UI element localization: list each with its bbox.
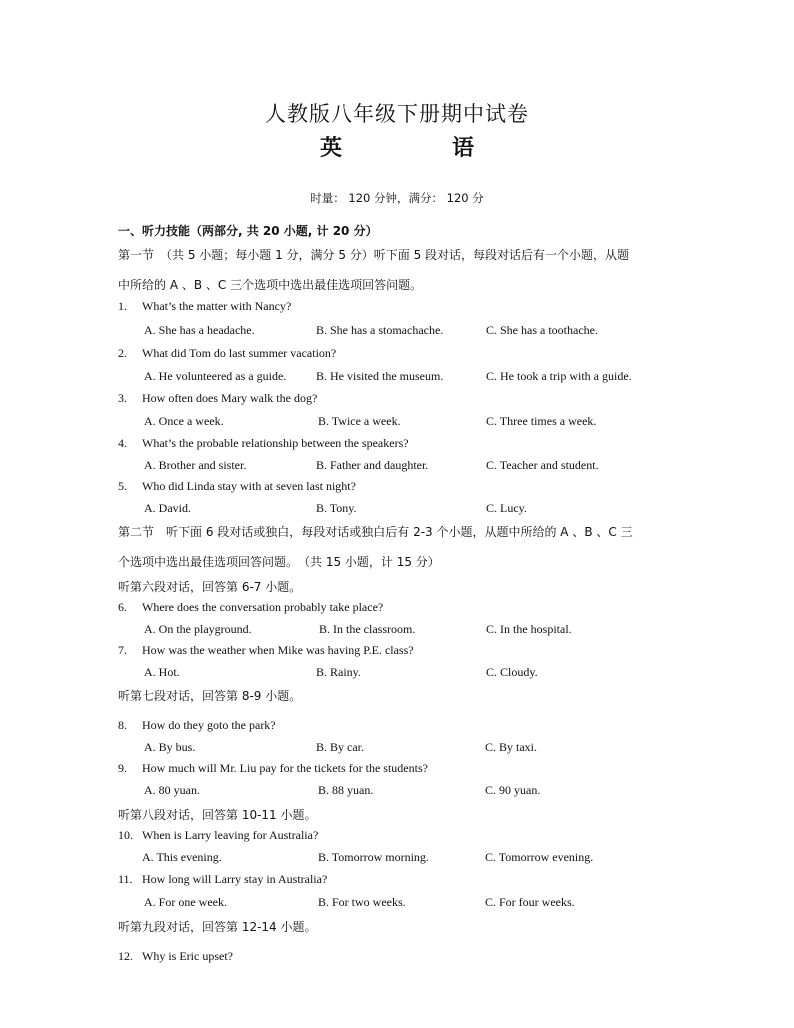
question-text: What’s the matter with Nancy? — [142, 299, 292, 313]
question-3 — [118, 391, 317, 406]
option-a: A. This evening. — [142, 850, 222, 864]
question-number: 12. — [118, 949, 133, 963]
question-number: 2. — [118, 346, 127, 360]
option-a: A. Once a week. — [144, 414, 224, 428]
option-c: C. She has a toothache. — [486, 323, 598, 337]
option-a: A. On the playground. — [144, 622, 252, 636]
section1-instruction-2: 中所给的 A 、B 、C 三个选项中选出最佳选项回答问题。 — [118, 278, 423, 292]
question-12 — [118, 949, 233, 964]
option-b: B. By car. — [316, 740, 364, 754]
exam-title: 人教版八年级下册期中试卷 — [265, 102, 529, 126]
option-b: B. 88 yuan. — [318, 783, 374, 797]
question-10 — [118, 828, 318, 843]
option-c: C. Cloudy. — [486, 665, 538, 679]
question-number: 10. — [118, 828, 133, 842]
option-a: A. She has a headache. — [144, 323, 255, 337]
option-c: C. Three times a week. — [486, 414, 597, 428]
question-text: What’s the probable relationship between the speakers? — [142, 436, 409, 450]
dialog-9-note: 听第九段对话，回答第 12-14 小题。 — [118, 920, 317, 934]
question-7 — [118, 643, 414, 658]
question-number: 6. — [118, 600, 127, 614]
question-9 — [118, 761, 428, 776]
option-c: C. 90 yuan. — [485, 783, 541, 797]
question-text: How often does Mary walk the dog? — [142, 391, 318, 405]
question-text: How was the weather when Mike was having P.E. class? — [142, 643, 414, 657]
section2-instruction-2: 个选项中选出最佳选项回答问题。 （共 15 小题，计 15 分） — [118, 555, 440, 569]
option-a: A. He volunteered as a guide. — [144, 369, 287, 383]
question-4 — [118, 436, 409, 451]
option-b: B. In the classroom. — [319, 622, 416, 636]
option-a: A. Brother and sister. — [144, 458, 247, 472]
option-c: C. By taxi. — [485, 740, 538, 754]
question-11 — [118, 872, 327, 887]
question-8 — [118, 718, 276, 733]
subject-title: 英 语 — [319, 135, 518, 161]
dialog-7-note: 听第七段对话，回答第 8-9 小题。 — [118, 689, 302, 703]
option-b: B. Father and daughter. — [316, 458, 429, 472]
question-number: 7. — [118, 643, 127, 657]
question-number: 8. — [118, 718, 127, 732]
exam-meta: 时量： 120 分钟，满分： 120 分 — [310, 191, 484, 205]
question-text: How long will Larry stay in Australia? — [142, 872, 328, 886]
question-text: Who did Linda stay with at seven last night? — [142, 479, 356, 493]
option-a: A. David. — [144, 501, 191, 515]
question-text: When is Larry leaving for Australia? — [142, 828, 319, 842]
option-b: B. For two weeks. — [318, 895, 406, 909]
section1-instruction-1: 第一节 （共 5 小题；每小题 1 分，满分 5 分）听下面 5 段对话，每段对话后有一个小题，从题 — [118, 248, 630, 262]
option-b: B. She has a stomachache. — [316, 323, 444, 337]
option-c: C. In the hospital. — [486, 622, 572, 636]
question-text: How much will Mr. Liu pay for the tickets for the students? — [142, 761, 428, 775]
question-6 — [118, 600, 383, 615]
question-number: 9. — [118, 761, 127, 775]
question-text: What did Tom do last summer vacation? — [142, 346, 337, 360]
question-2 — [118, 346, 336, 361]
section2-instruction-1: 第二节 听下面 6 段对话或独白，每段对话或独白后有 2-3 个小题，从题中所给的 A 、B 、C 三 — [118, 525, 633, 539]
option-a: A. 80 yuan. — [144, 783, 200, 797]
question-text: Where does the conversation probably take place? — [142, 600, 384, 614]
dialog-8-note: 听第八段对话，回答第 10-11 小题。 — [118, 808, 317, 822]
question-number: 4. — [118, 436, 127, 450]
option-a: A. By bus. — [144, 740, 196, 754]
question-text: How do they goto the park? — [142, 718, 276, 732]
option-c: C. Lucy. — [486, 501, 527, 515]
option-c: C. For four weeks. — [485, 895, 575, 909]
option-a: A. Hot. — [144, 665, 180, 679]
question-text: Why is Eric upset? — [142, 949, 233, 963]
question-number: 1. — [118, 299, 127, 313]
question-number: 3. — [118, 391, 127, 405]
option-c: C. Teacher and student. — [486, 458, 599, 472]
question-1 — [118, 299, 291, 314]
option-c: C. Tomorrow evening. — [485, 850, 594, 864]
dialog-6-note: 听第六段对话，回答第 6-7 小题。 — [118, 580, 302, 594]
option-b: B. Twice a week. — [318, 414, 401, 428]
question-number: 11. — [118, 872, 133, 886]
option-b: B. He visited the museum. — [316, 369, 444, 383]
option-b: B. Tomorrow morning. — [318, 850, 429, 864]
option-b: B. Tony. — [316, 501, 357, 515]
option-a: A. For one week. — [144, 895, 227, 909]
option-b: B. Rainy. — [316, 665, 361, 679]
question-number: 5. — [118, 479, 127, 493]
part1-heading: 一、听力技能（两部分, 共 20 小题, 计 20 分） — [118, 224, 378, 238]
question-5 — [118, 479, 356, 494]
option-c: C. He took a trip with a guide. — [486, 369, 632, 383]
